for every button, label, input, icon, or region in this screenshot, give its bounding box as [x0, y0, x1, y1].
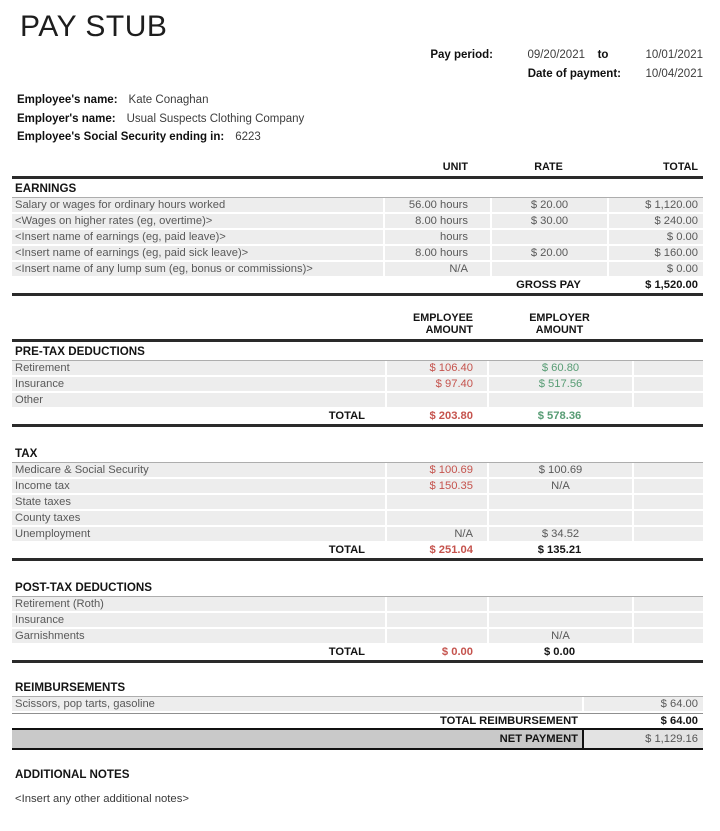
tax-description-cell: Medicare & Social Security [15, 463, 149, 476]
employer-name-line [12, 110, 703, 129]
posttax-total-label: TOTAL [328, 646, 365, 658]
earnings-unit-cell: 8.00 hours [383, 214, 490, 228]
tax-description-cell: State taxes [15, 495, 71, 508]
pretax-row [12, 393, 703, 409]
posttax-employer-amount-cell: N/A [487, 629, 632, 643]
tax-employee-amount-cell [385, 511, 487, 525]
tax-section-title: TAX [12, 444, 703, 463]
tax-employer-amount-cell: $ 100.69 [487, 463, 632, 477]
empty-cell [632, 377, 703, 391]
earnings-description-cell: <Insert name of earnings (eg, paid sick leave)> [15, 246, 249, 259]
empty-cell [632, 393, 703, 407]
tax-total-row [12, 543, 703, 558]
reimbursements-section-title: REIMBURSEMENTS [12, 678, 703, 697]
earnings-section-title: EARNINGS [12, 179, 703, 198]
pretax-employee-amount-cell: $ 106.40 [385, 361, 487, 375]
posttax-row [12, 597, 703, 613]
posttax-employee-amount-cell [385, 629, 487, 643]
net-payment-value: $ 1,129.16 [582, 730, 703, 748]
tax-rows [12, 463, 703, 543]
empty-header-cell [12, 323, 385, 337]
pretax-deductions-table [12, 309, 703, 427]
deductions-column-header-row [12, 309, 703, 342]
tax-row [12, 463, 703, 479]
earnings-description-cell: <Wages on higher rates (eg, overtime)> [15, 214, 213, 227]
net-payment-row [12, 728, 703, 750]
pretax-employer-amount-cell: $ 517.56 [487, 377, 632, 391]
tax-description-cell: Income tax [15, 479, 70, 492]
earnings-total-cell: $ 240.00 [607, 214, 703, 228]
tax-description-cell: County taxes [15, 511, 81, 524]
earnings-rate-cell: $ 30.00 [490, 214, 607, 228]
posttax-employee-amount-cell [385, 597, 487, 611]
empty-cell [632, 543, 703, 557]
earnings-rate-cell [490, 230, 607, 244]
employee-name-value: Kate Conaghan [128, 94, 209, 106]
tax-row [12, 479, 703, 495]
reimbursement-amount-cell: $ 64.00 [582, 697, 703, 711]
tax-employer-amount-cell [487, 495, 632, 509]
posttax-total-employee: $ 0.00 [441, 646, 473, 658]
tax-total-employer: $ 135.21 [537, 544, 582, 556]
earnings-unit-cell: 8.00 hours [383, 246, 490, 260]
employee-name-label: Employee's name: [17, 94, 118, 106]
empty-cell [632, 361, 703, 375]
employer-name-value: Usual Suspects Clothing Company [126, 112, 305, 125]
tax-description-cell: Unemployment [15, 527, 91, 540]
gross-pay-label: GROSS PAY [516, 279, 581, 291]
tax-employee-amount-cell: $ 100.69 [385, 463, 487, 477]
rate-column-header: RATE [534, 160, 563, 173]
tax-employee-amount-cell: $ 150.35 [385, 479, 487, 493]
pretax-description-cell: Insurance [15, 377, 65, 390]
additional-notes-title: ADDITIONAL NOTES [15, 767, 130, 781]
tax-employer-amount-cell: N/A [487, 479, 632, 493]
pretax-section-title: PRE-TAX DEDUCTIONS [12, 342, 703, 361]
empty-cell [12, 278, 383, 292]
additional-notes-placeholder: <Insert any other additional notes> [15, 792, 189, 805]
pretax-employer-amount-cell: $ 60.80 [487, 361, 632, 375]
pay-period-start-value: 09/20/2021 [527, 49, 585, 61]
pretax-employee-amount-cell [385, 393, 487, 407]
gross-pay-value: $ 1,520.00 [645, 279, 698, 291]
total-reimbursement-value: $ 64.00 [660, 714, 698, 727]
pretax-row [12, 377, 703, 393]
pay-period-to-label: to [597, 49, 609, 61]
earnings-rate-cell: $ 20.00 [490, 198, 607, 212]
pretax-total-label: TOTAL [328, 410, 365, 422]
reimbursement-row [12, 697, 703, 713]
earnings-unit-cell: hours [383, 230, 490, 244]
posttax-total-employer: $ 0.00 [543, 646, 576, 658]
tax-employee-amount-cell [385, 495, 487, 509]
date-of-payment-label: Date of payment: [527, 68, 621, 80]
earnings-total-cell: $ 1,120.00 [607, 198, 703, 212]
empty-cell [632, 511, 703, 525]
earnings-rate-cell: $ 20.00 [490, 246, 607, 260]
tax-employer-amount-cell: $ 34.52 [487, 527, 632, 541]
posttax-rows [12, 597, 703, 645]
pretax-description-cell: Other [15, 393, 43, 406]
empty-header-cell [12, 160, 383, 174]
employee-amount-header-text: EMPLOYEE AMOUNT [413, 311, 473, 336]
earnings-total-cell: $ 0.00 [607, 230, 703, 244]
empty-cell [632, 645, 703, 659]
empty-cell [632, 597, 703, 611]
empty-cell [632, 409, 703, 423]
posttax-description-cell: Insurance [15, 613, 65, 626]
earnings-description-cell: Salary or wages for ordinary hours worked [15, 198, 226, 211]
empty-cell [632, 479, 703, 493]
tax-employer-amount-cell [487, 511, 632, 525]
earnings-row [12, 246, 703, 262]
tax-table [12, 444, 703, 561]
pay-period-label: Pay period: [430, 49, 493, 61]
reimbursement-rows [12, 697, 703, 713]
posttax-employee-amount-cell [385, 613, 487, 627]
posttax-description-cell: Retirement (Roth) [15, 597, 104, 610]
earnings-total-cell: $ 0.00 [607, 262, 703, 276]
earnings-row [12, 262, 703, 278]
earnings-unit-cell: N/A [383, 262, 490, 276]
tax-row [12, 511, 703, 527]
posttax-section-title: POST-TAX DEDUCTIONS [12, 578, 703, 597]
employee-amount-column-header [385, 311, 487, 337]
pretax-total-employer: $ 578.36 [537, 410, 582, 422]
empty-cell [632, 527, 703, 541]
earnings-row [12, 198, 703, 214]
pretax-total-row [12, 409, 703, 424]
empty-cell [632, 629, 703, 643]
page-title: PAY STUB [20, 10, 168, 43]
posttax-total-row [12, 645, 703, 660]
posttax-employer-amount-cell [487, 597, 632, 611]
employer-name-label: Employer's name: [17, 112, 116, 125]
empty-cell [632, 613, 703, 627]
tax-employee-amount-cell: N/A [385, 527, 487, 541]
posttax-row [12, 629, 703, 645]
posttax-employer-amount-cell [487, 613, 632, 627]
ssn-line [12, 128, 703, 147]
pay-period-end-value: 10/01/2021 [645, 49, 703, 61]
gross-pay-row [12, 278, 703, 293]
pretax-employer-amount-cell [487, 393, 632, 407]
empty-cell [632, 463, 703, 477]
employer-amount-column-header [487, 311, 632, 337]
empty-cell [632, 495, 703, 509]
employee-info-block [12, 91, 703, 147]
unit-column-header: UNIT [442, 160, 468, 173]
earnings-description-cell: <Insert name of any lump sum (eg, bonus or commissions)> [15, 262, 313, 275]
net-payment-label: NET PAYMENT [12, 730, 582, 748]
pay-period-block [12, 46, 703, 84]
ssn-value: 6223 [235, 131, 261, 143]
tax-total-label: TOTAL [328, 544, 365, 556]
pretax-description-cell: Retirement [15, 361, 70, 374]
empty-header-cell [632, 323, 703, 337]
total-reimbursement-label: TOTAL REIMBURSEMENT [440, 714, 578, 727]
earnings-unit-cell: 56.00 hours [383, 198, 490, 212]
earnings-row [12, 214, 703, 230]
earnings-total-cell: $ 160.00 [607, 246, 703, 260]
date-of-payment-value: 10/04/2021 [645, 68, 703, 80]
empty-cell [383, 278, 490, 292]
posttax-row [12, 613, 703, 629]
pretax-row [12, 361, 703, 377]
tax-row [12, 527, 703, 543]
tax-total-employee: $ 251.04 [429, 544, 473, 556]
tax-row [12, 495, 703, 511]
earnings-rate-cell [490, 262, 607, 276]
employee-name-line [12, 91, 703, 110]
total-column-header: TOTAL [663, 160, 698, 173]
posttax-description-cell: Garnishments [15, 629, 85, 642]
employer-amount-header-text: EMPLOYER AMOUNT [529, 311, 590, 336]
earnings-rows [12, 198, 703, 278]
earnings-table [12, 160, 703, 296]
pretax-rows [12, 361, 703, 409]
posttax-deductions-table [12, 578, 703, 663]
earnings-row [12, 230, 703, 246]
ssn-label: Employee's Social Security ending in: [17, 131, 225, 143]
earnings-column-header-row [12, 160, 703, 179]
earnings-description-cell: <Insert name of earnings (eg, paid leave)> [15, 230, 226, 243]
reimbursement-description-cell: Scissors, pop tarts, gasoline [15, 697, 155, 710]
reimbursements-table [12, 678, 703, 750]
pretax-total-employee: $ 203.80 [429, 410, 473, 422]
pretax-employee-amount-cell: $ 97.40 [385, 377, 487, 391]
total-reimbursement-row [12, 713, 703, 728]
